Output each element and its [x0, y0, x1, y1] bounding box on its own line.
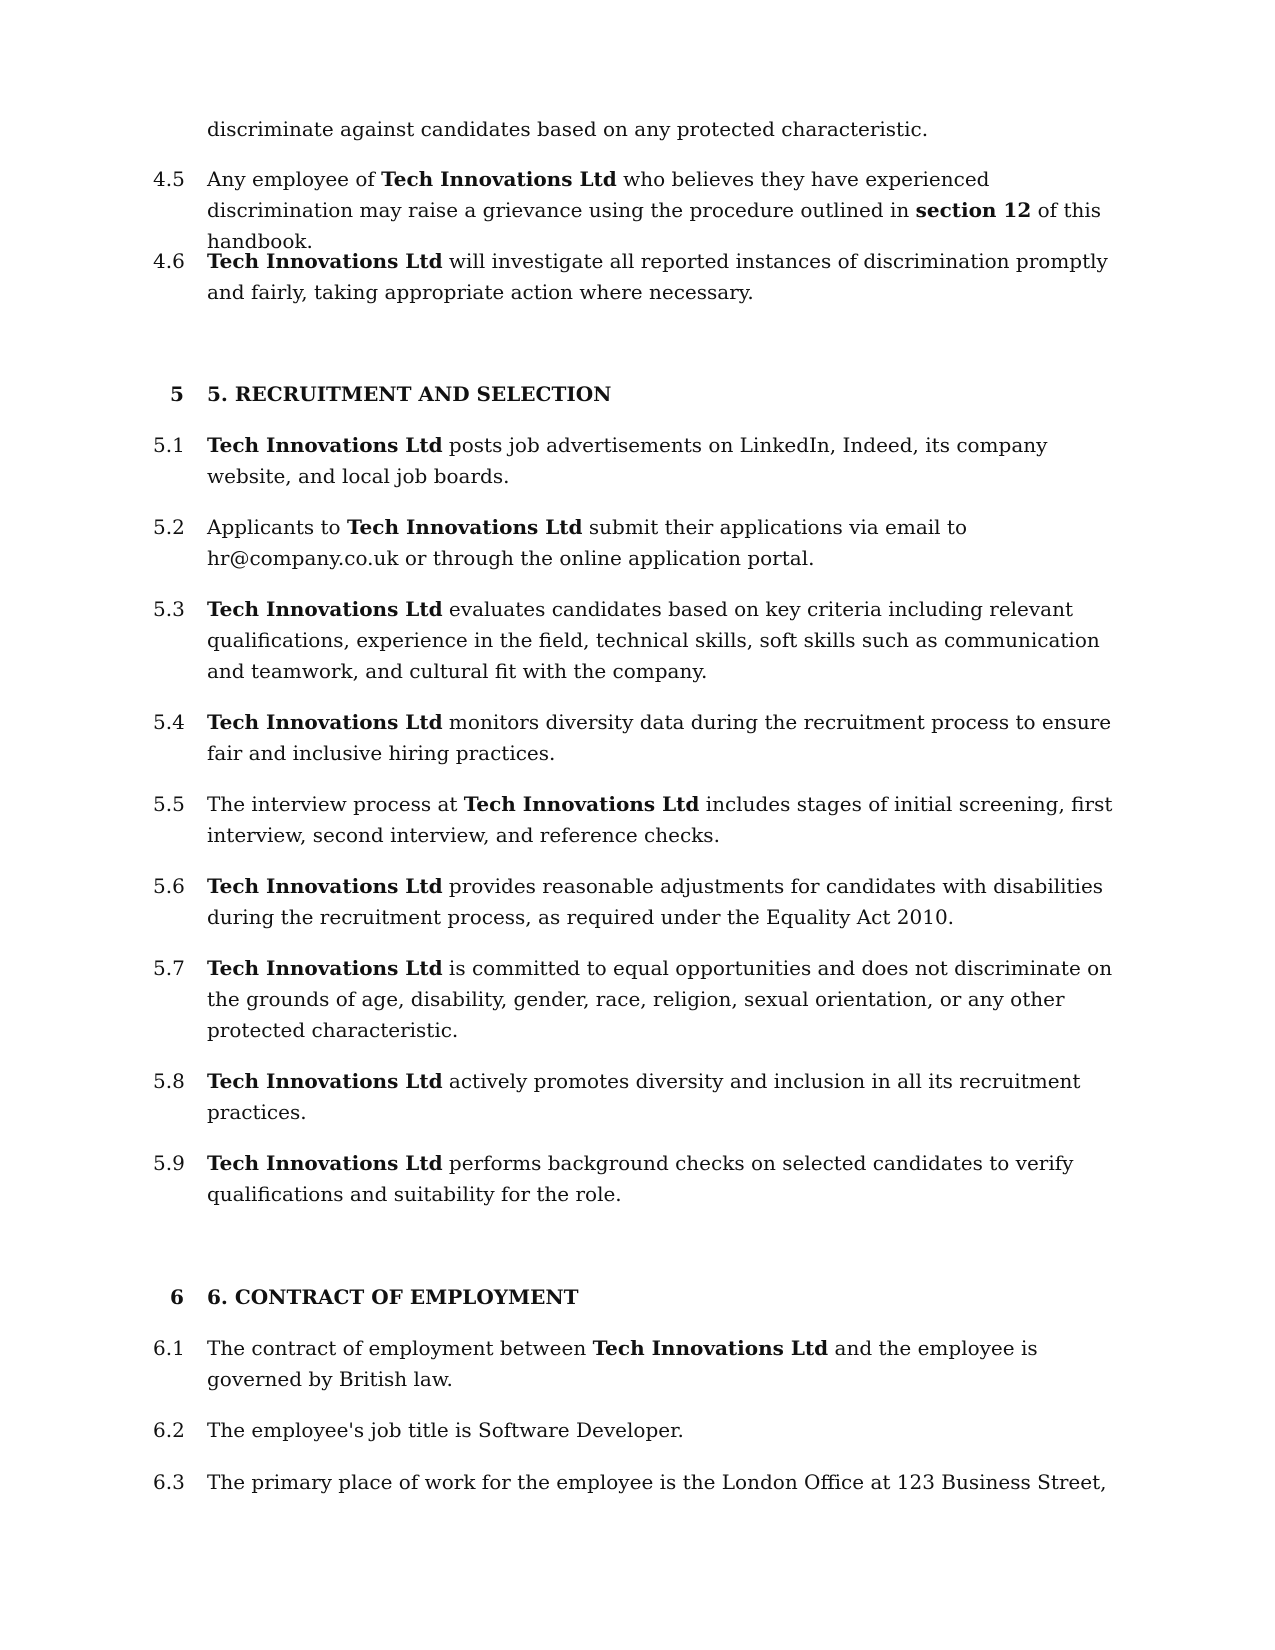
clause-number: 5.2: [153, 515, 185, 539]
company-name: Tech Innovations Ltd: [381, 167, 617, 191]
clause-text: The primary place of work for the employee is the London Office at 123 Business Street,: [207, 1470, 1107, 1494]
clause-number: 6.1: [153, 1336, 185, 1360]
company-name: Tech Innovations Ltd: [207, 956, 443, 980]
clause-text: [207, 871, 1132, 933]
section-title: 5. RECRUITMENT AND SELECTION: [207, 382, 612, 406]
text-run: provides reasonable adjustments for candidates with disabilities during the recruitment process, as required under the Equality Act 2010.: [207, 874, 1104, 929]
clause-text: [207, 1333, 1132, 1395]
company-name: Tech Innovations Ltd: [207, 1151, 443, 1175]
company-name: Tech Innovations Ltd: [207, 597, 443, 621]
clause-number: 5.5: [153, 792, 185, 816]
clause-number: 5.9: [153, 1151, 185, 1175]
text-run: will investigate all reported instances of discrimination promptly and fairly, taking appropriate action where necessary.: [207, 249, 1108, 304]
text-run: of this handbook.: [207, 198, 1102, 253]
text-run: posts job advertisements on LinkedIn, Indeed, its company website, and local job boards.: [207, 433, 1048, 488]
text-run: submit their applications via email to hr@company.co.uk or through the online application portal.: [207, 515, 968, 570]
text-run: actively promotes diversity and inclusion in all its recruitment practices.: [207, 1069, 1081, 1124]
company-name: Tech Innovations Ltd: [207, 433, 443, 457]
text-run: includes stages of initial screening, first interview, second interview, and reference checks.: [207, 792, 1113, 847]
text-run: who believes they have experienced discrimination may raise a grievance using the procedure outlined in: [207, 167, 990, 222]
clause-text: [207, 1066, 1132, 1128]
text-run: Any employee of: [207, 167, 382, 191]
section-title: 6. CONTRACT OF EMPLOYMENT: [207, 1285, 579, 1309]
clause-number: 5.1: [153, 433, 185, 457]
text-run: is committed to equal opportunities and does not discriminate on the grounds of age, disability, gender, race, religion, sexual orientation, or any other protected characteristic.: [207, 956, 1113, 1042]
text-run: The interview process at: [207, 792, 464, 816]
clause-number: 6.3: [153, 1470, 185, 1494]
text-run: evaluates candidates based on key criteria including relevant qualifications, experience in the field, technical skills, soft skills such as communication and teamwork, and cultural fit with the company.: [207, 597, 1100, 683]
company-name: Tech Innovations Ltd: [592, 1336, 829, 1360]
clause-text: discriminate against candidates based on any protected characteristic.: [207, 117, 929, 141]
text-run: performs background checks on selected candidates to verify qualifications and suitability for the role.: [207, 1151, 1074, 1206]
company-name: Tech Innovations Ltd: [463, 792, 700, 816]
clause-number: 5.8: [153, 1069, 185, 1093]
clause-number: 5.6: [153, 874, 185, 898]
text-run: and the employee is governed by British law.: [207, 1336, 1038, 1391]
clause-number: 6.2: [153, 1418, 185, 1442]
text-run: The contract of employment between: [207, 1336, 593, 1360]
clause-number: 4.6: [153, 249, 185, 273]
text-run: monitors diversity data during the recruitment process to ensure fair and inclusive hiring practices.: [207, 710, 1112, 765]
clause-text: [207, 1148, 1132, 1210]
clause-text: [207, 164, 1132, 257]
company-name: Tech Innovations Ltd: [207, 249, 443, 273]
clause-text: [207, 953, 1132, 1046]
clause-text: [207, 246, 1132, 308]
clause-text: [207, 594, 1132, 687]
clause-text: [207, 707, 1132, 769]
section-reference: section 12: [915, 198, 1032, 222]
company-name: Tech Innovations Ltd: [207, 1069, 443, 1093]
section-number: 6: [170, 1285, 184, 1309]
company-name: Tech Innovations Ltd: [346, 515, 583, 539]
clause-number: 5.4: [153, 710, 185, 734]
clause-number: 5.3: [153, 597, 185, 621]
clause-text: [207, 512, 1132, 574]
clause-text: [207, 789, 1132, 851]
clause-number: 5.7: [153, 956, 185, 980]
clause-text: [207, 430, 1132, 492]
section-number: 5: [170, 382, 184, 406]
clause-text: The employee's job title is Software Developer.: [207, 1418, 684, 1442]
company-name: Tech Innovations Ltd: [207, 874, 443, 898]
clause-number: 4.5: [153, 167, 185, 191]
company-name: Tech Innovations Ltd: [207, 710, 443, 734]
text-run: Applicants to: [207, 515, 347, 539]
